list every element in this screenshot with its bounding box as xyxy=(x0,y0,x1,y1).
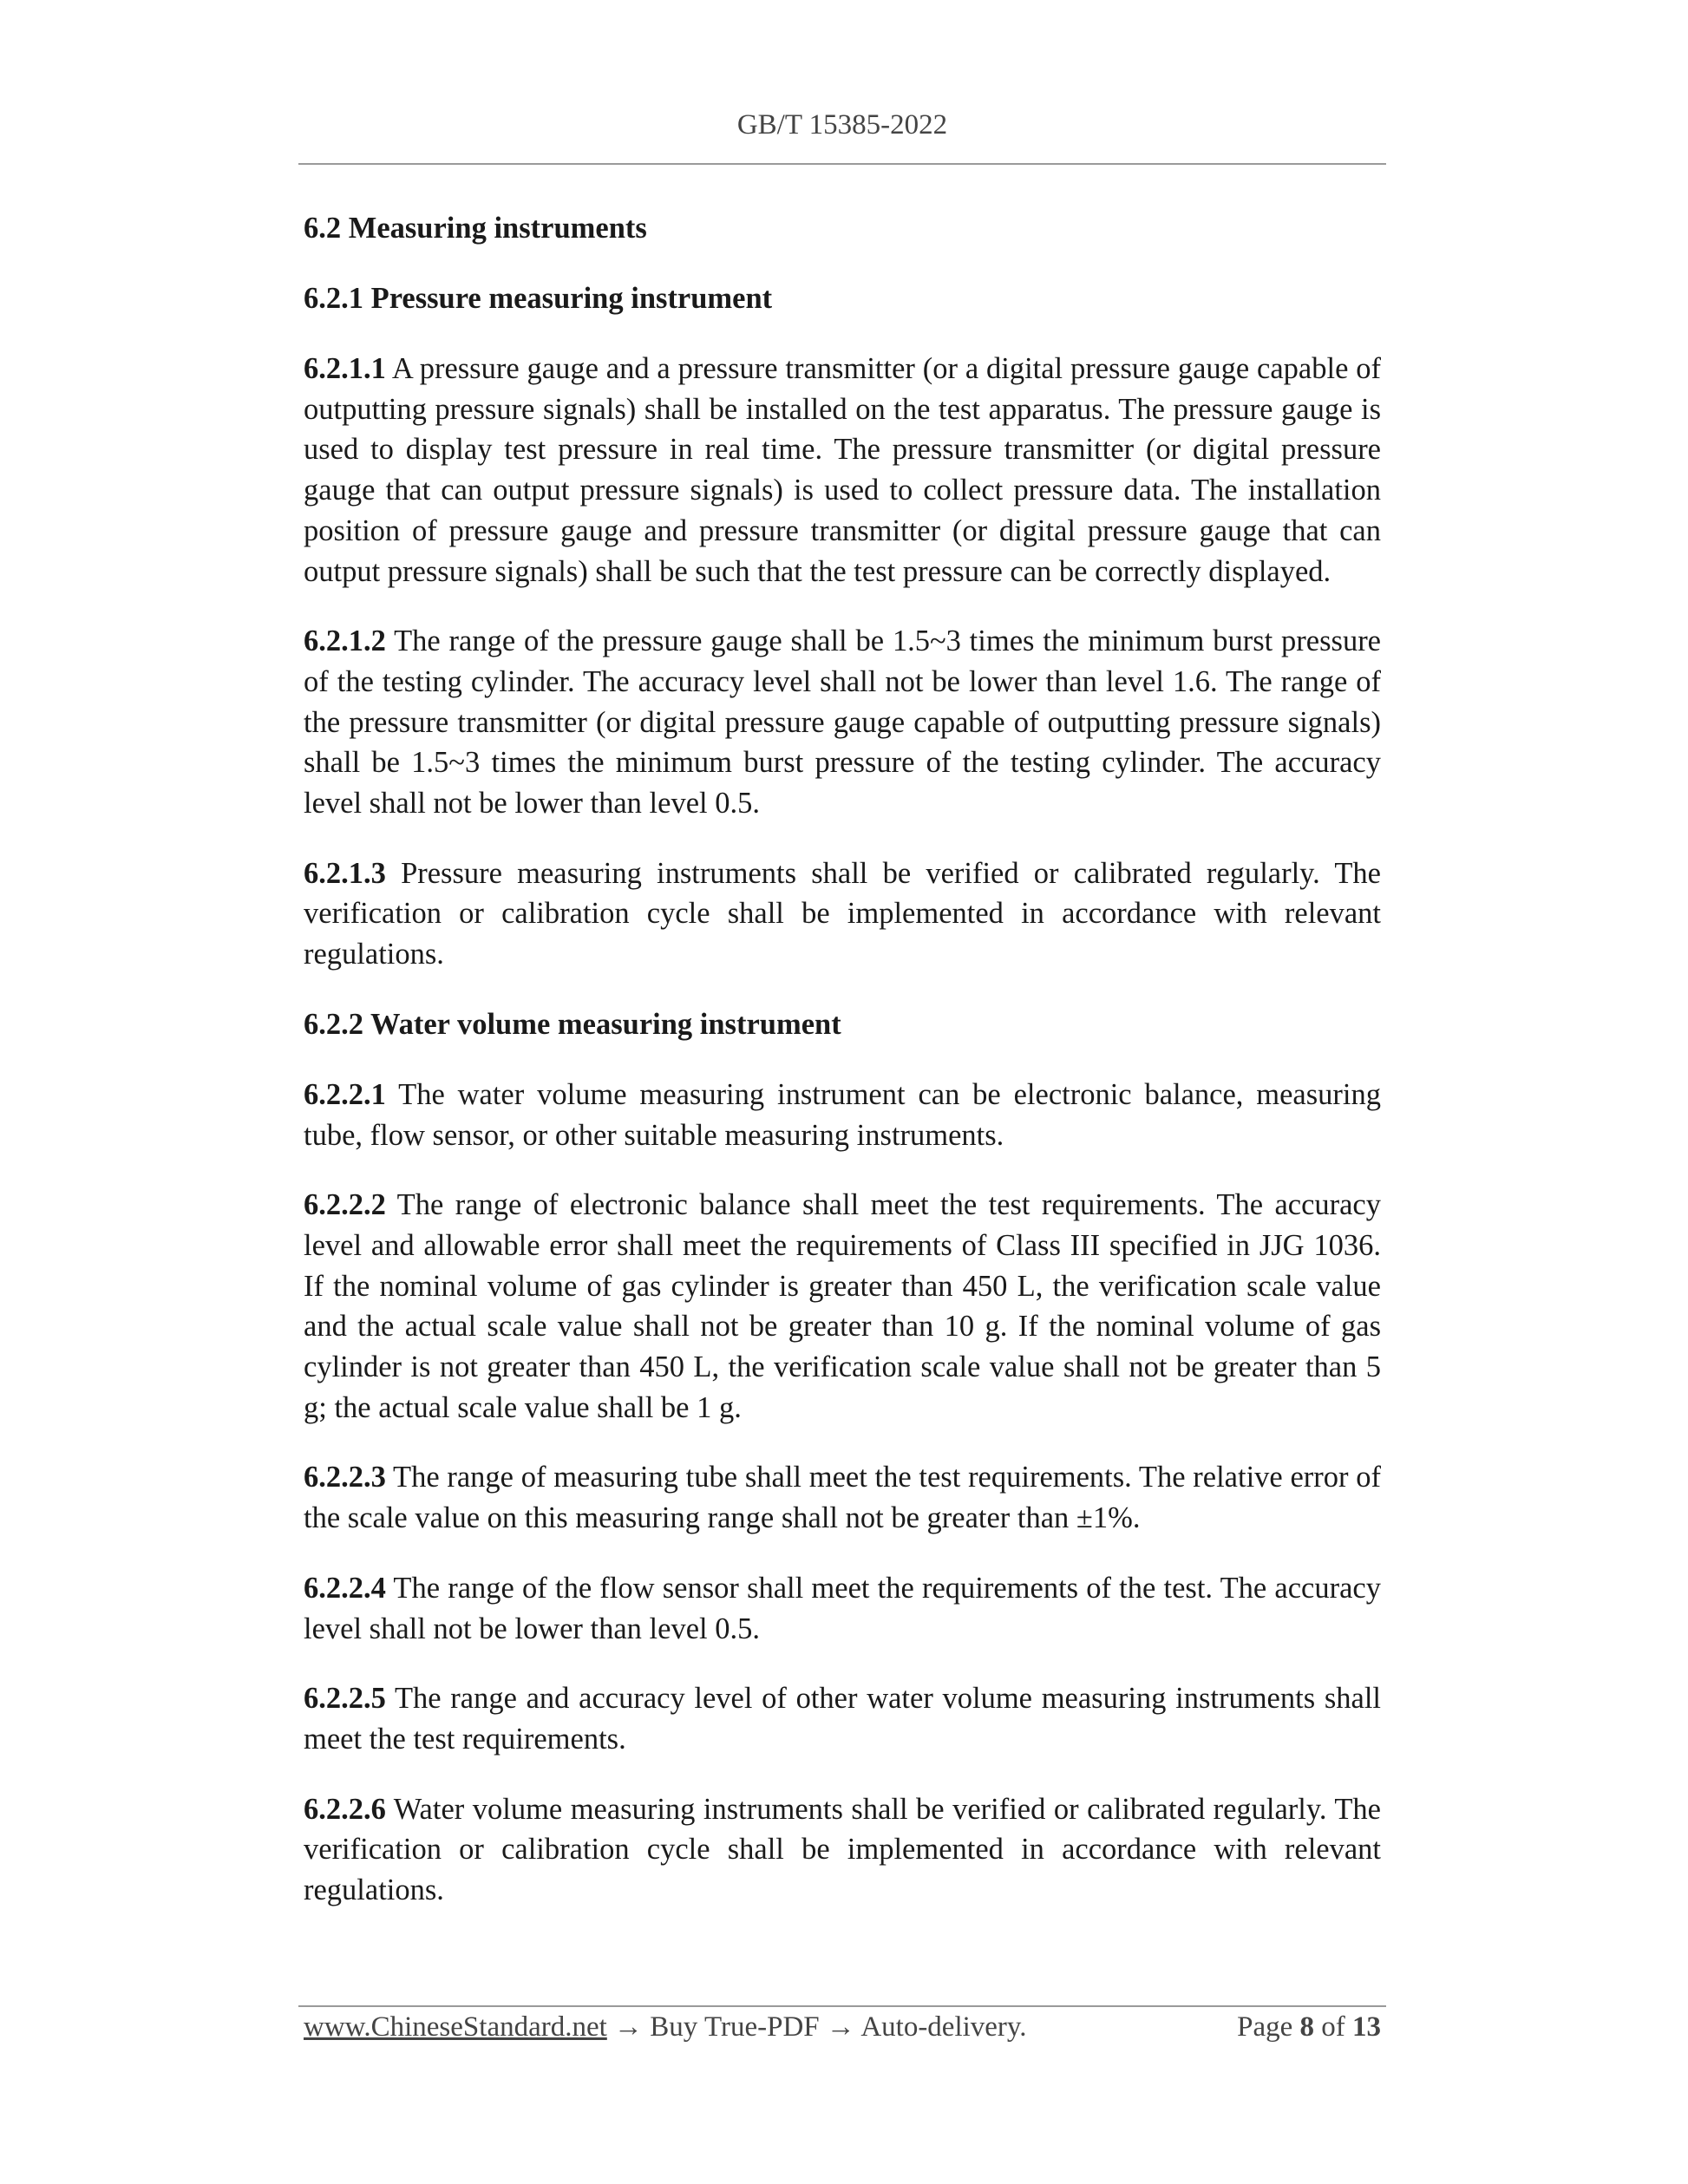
of-label: of xyxy=(1321,2011,1345,2043)
clause-text: The range of electronic balance shall meet the test requirements. The accuracy level and allowable error shall meet the requirements of Class III specified in JJG 1036. If the nominal volume of gas cylinder is greater than 450 L, the verification scale value and the actual scale value shall not be greater than 10 g. If the nominal volume of gas cylinder is not greater than 450 L, the verification scale value shall not be greater than 5 g; the actual scale value shall be 1 g. xyxy=(304,1188,1381,1424)
header-divider xyxy=(298,163,1386,165)
clause-number: 6.2.2.6 xyxy=(304,1792,386,1826)
page-label: Page xyxy=(1237,2011,1293,2043)
footer-promo xyxy=(304,2007,1027,2047)
section-heading-6-2: 6.2 Measuring instruments xyxy=(304,212,647,245)
clause-number: 6.2.2.2 xyxy=(304,1188,386,1222)
clause-text: Pressure measuring instruments shall be verified or calibrated regularly. The verification or calibration cycle shall be implemented in accordance with relevant regulations. xyxy=(304,856,1381,971)
clause-text: The range of the pressure gauge shall be 1.5~3 times the minimum burst pressure of the testing cylinder. The accuracy level shall not be lower than level 1.6. The range of the pressure transmitter (or digital pressure gauge capable of outputting pressure signals) shall be 1.5~3 times the minimum burst pressure of the testing cylinder. The accuracy level shall not be lower than level 0.5. xyxy=(304,624,1381,821)
paragraph-6-2-2-2 xyxy=(304,1185,1381,1428)
arrow-right-icon: → xyxy=(819,2011,861,2043)
clause-text: Water volume measuring instruments shall be verified or calibrated regularly. The verification or calibration cycle shall be implemented in accordance with relevant regulations. xyxy=(304,1792,1381,1907)
website-link[interactable]: www.ChineseStandard.net xyxy=(304,2011,607,2043)
paragraph-6-2-2-4 xyxy=(304,1568,1381,1649)
clause-number: 6.2.2.5 xyxy=(304,1682,386,1716)
clause-text: The range of the flow sensor shall meet the requirements of the test. The accuracy level shall not be lower than level 0.5. xyxy=(304,1571,1381,1645)
clause-number: 6.2.2.4 xyxy=(304,1571,386,1605)
document-body xyxy=(304,208,1381,1911)
paragraph-6-2-1-1 xyxy=(304,349,1381,592)
clause-number: 6.2.2.3 xyxy=(304,1461,386,1494)
document-id-header: GB/T 15385-2022 xyxy=(736,109,948,141)
clause-text: The range of measuring tube shall meet the test requirements. The relative error of the scale value on this measuring range shall not be greater than ±1%. xyxy=(304,1461,1381,1535)
page-indicator xyxy=(1237,2007,1381,2047)
clause-text: The water volume measuring instrument can be electronic balance, measuring tube, flow sensor, or other suitable measuring instruments. xyxy=(304,1077,1381,1152)
clause-text: The range and accuracy level of other water volume measuring instruments shall meet the test requirements. xyxy=(304,1682,1381,1756)
buy-true-pdf-text: Buy True-PDF xyxy=(650,2011,820,2043)
section-heading-6-2-2: 6.2.2 Water volume measuring instrument xyxy=(304,1007,841,1041)
clause-number: 6.2.2.1 xyxy=(304,1077,386,1111)
clause-text: A pressure gauge and a pressure transmitter (or a digital pressure gauge capable of outputting pressure signals) shall be installed on the test apparatus. The pressure gauge is used to display test pressure in real time. The pressure transmitter (or digital pressure gauge that can output pressure signals) is used to collect pressure data. The installation position of pressure gauge and pressure transmitter (or digital pressure gauge that can output pressure signals) shall be such that the test pressure can be correctly displayed. xyxy=(304,352,1381,588)
page-total: 13 xyxy=(1352,2011,1381,2043)
paragraph-6-2-2-1 xyxy=(304,1075,1381,1155)
arrow-right-icon: → xyxy=(606,2011,651,2043)
clause-number: 6.2.1.1 xyxy=(304,352,386,385)
clause-number: 6.2.1.3 xyxy=(304,856,386,890)
page-number: 8 xyxy=(1299,2011,1314,2043)
section-heading-6-2-1: 6.2.1 Pressure measuring instrument xyxy=(304,282,773,315)
clause-number: 6.2.1.2 xyxy=(304,624,386,658)
paragraph-6-2-2-5 xyxy=(304,1678,1381,1759)
auto-delivery-text: Auto-delivery. xyxy=(860,2011,1027,2043)
paragraph-6-2-1-2 xyxy=(304,621,1381,824)
paragraph-6-2-2-6 xyxy=(304,1789,1381,1911)
paragraph-6-2-2-3 xyxy=(304,1457,1381,1538)
paragraph-6-2-1-3 xyxy=(304,853,1381,975)
